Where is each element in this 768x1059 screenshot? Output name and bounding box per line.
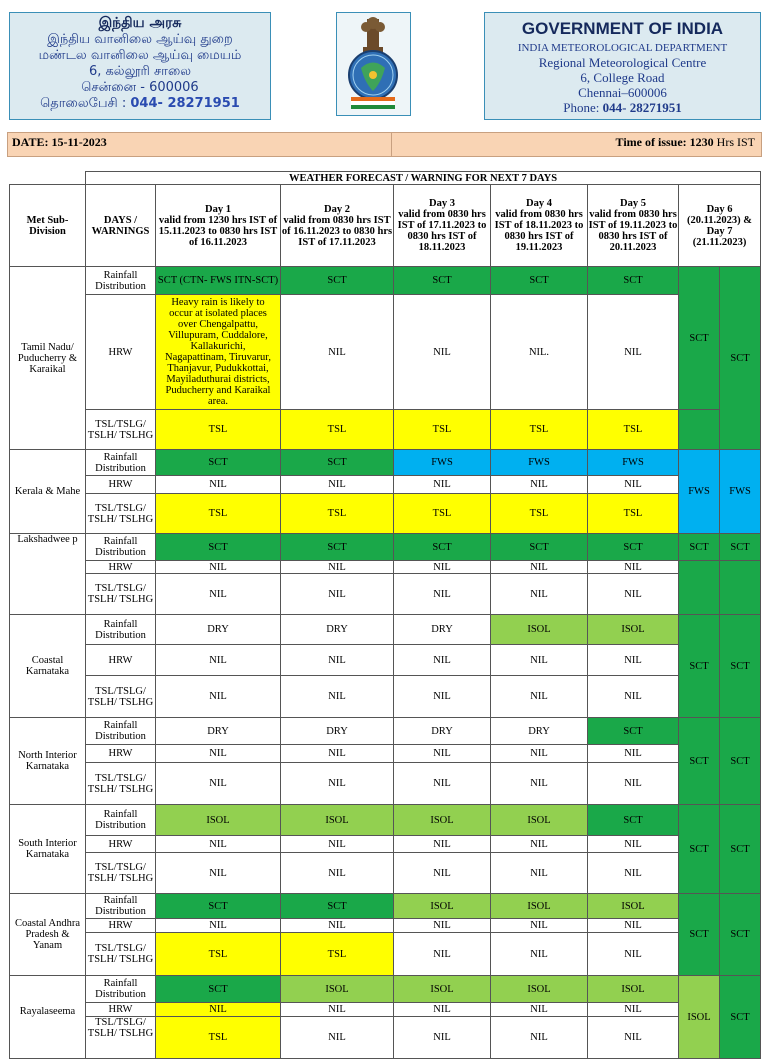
forecast-cell: SCT	[394, 534, 491, 561]
forecast-cell: SCT	[588, 534, 679, 561]
forecast-cell: NIL	[281, 676, 394, 718]
day-header: Day 3 valid from 0830 hrs IST of 17.11.2023 to 0830 hrs IST of 18.11.2023	[394, 185, 491, 267]
forecast-cell: ISOL	[491, 894, 588, 919]
forecast-cell: TSL	[156, 494, 281, 534]
forecast-cell: NIL	[281, 745, 394, 763]
row-label: TSL/TSLG/ TSLH/ TSLHG	[86, 494, 156, 534]
row-label: HRW	[86, 561, 156, 574]
row-label: HRW	[86, 476, 156, 494]
forecast-cell: NIL	[491, 853, 588, 894]
row-label: Rainfall Distribution	[86, 615, 156, 645]
forecast-cell: ISOL	[394, 805, 491, 836]
forecast-cell: ISOL	[281, 976, 394, 1003]
dept-name: INDIA METEOROLOGICAL DEPARTMENT	[517, 42, 728, 54]
address-line: Regional Meteorological Centre	[538, 55, 707, 70]
row-label: HRW	[86, 295, 156, 410]
phone-line: Phone: 044- 28271951	[563, 100, 682, 115]
col-subdiv-header: Met Sub-Division	[10, 185, 86, 267]
forecast-cell: NIL	[156, 1003, 281, 1017]
forecast-cell: SCT	[281, 894, 394, 919]
forecast-cell: SCT	[491, 534, 588, 561]
forecast-cell: NIL	[394, 676, 491, 718]
col-days-header: DAYS / WARNINGS	[86, 185, 156, 267]
tamil-line: மண்டல வானிலை ஆய்வு மையம்	[38, 48, 242, 63]
row-label: TSL/TSLG/ TSLH/ TSLHG	[86, 933, 156, 976]
forecast-cell: SCT	[491, 267, 588, 295]
tamil-phone: தொலைபேசி : 044- 28271951	[40, 96, 240, 111]
forecast-cell: SCT	[679, 805, 720, 894]
row-label: Rainfall Distribution	[86, 718, 156, 745]
forecast-cell: NIL	[491, 933, 588, 976]
forecast-cell: ISOL	[588, 615, 679, 645]
forecast-cell: SCT	[156, 976, 281, 1003]
forecast-cell: ISOL	[679, 976, 720, 1059]
forecast-cell: DRY	[156, 718, 281, 745]
forecast-cell: NIL	[394, 645, 491, 676]
forecast-cell: SCT	[281, 534, 394, 561]
subdiv-name: Coastal Karnataka	[10, 615, 86, 718]
forecast-cell: SCT	[720, 615, 761, 718]
subdiv-name: South Interior Karnataka	[10, 805, 86, 894]
forecast-cell: NIL	[281, 853, 394, 894]
forecast-cell: ISOL	[491, 976, 588, 1003]
forecast-cell: SCT	[156, 894, 281, 919]
row-label: TSL/TSLG/ TSLH/ TSLHG	[86, 574, 156, 615]
forecast-cell: NIL	[394, 1017, 491, 1059]
forecast-cell: SCT	[679, 534, 720, 561]
forecast-cell: NIL	[588, 476, 679, 494]
forecast-cell: ISOL	[491, 805, 588, 836]
forecast-cell: NIL	[281, 561, 394, 574]
forecast-cell: NIL	[588, 836, 679, 853]
forecast-cell: NIL	[588, 745, 679, 763]
forecast-cell: SCT	[588, 805, 679, 836]
forecast-cell: SCT	[394, 267, 491, 295]
forecast-cell: NIL	[491, 745, 588, 763]
forecast-cell: ISOL	[281, 805, 394, 836]
forecast-cell: FWS	[720, 450, 761, 534]
forecast-cell: SCT	[588, 267, 679, 295]
tamil-line: சென்னை - 600006	[81, 80, 199, 95]
forecast-cell: DRY	[156, 615, 281, 645]
forecast-cell: NIL	[394, 853, 491, 894]
forecast-cell: ISOL	[491, 615, 588, 645]
forecast-cell: NIL	[156, 836, 281, 853]
forecast-cell: SCT	[720, 894, 761, 976]
forecast-cell: NIL	[281, 645, 394, 676]
forecast-cell: NIL	[491, 676, 588, 718]
tamil-header-box	[9, 12, 271, 120]
forecast-cell: NIL	[281, 295, 394, 410]
forecast-cell: ISOL	[156, 805, 281, 836]
forecast-cell: NIL	[394, 561, 491, 574]
forecast-cell: NIL	[491, 574, 588, 615]
forecast-cell: TSL	[394, 494, 491, 534]
forecast-cell: TSL	[156, 1017, 281, 1059]
address-line: 6, College Road	[580, 70, 665, 85]
day-header: Day 5 valid from 0830 hrs IST of 19.11.2023 to 0830 hrs IST of 20.11.2023	[588, 185, 679, 267]
forecast-cell: NIL	[281, 763, 394, 805]
forecast-cell: NIL	[394, 1003, 491, 1017]
tamil-govt-title: இந்திய அரசு	[98, 15, 182, 31]
forecast-cell: DRY	[394, 615, 491, 645]
forecast-cell: NIL	[281, 836, 394, 853]
forecast-cell: NIL	[281, 574, 394, 615]
row-label: Rainfall Distribution	[86, 976, 156, 1003]
forecast-cell: ISOL	[394, 976, 491, 1003]
row-label: TSL/TSLG/ TSLH/ TSLHG	[86, 1017, 156, 1059]
row-label: Rainfall Distribution	[86, 894, 156, 919]
subdiv-name: Lakshadwee p	[10, 534, 86, 615]
forecast-cell: SCT	[720, 267, 761, 450]
forecast-cell: NIL	[156, 645, 281, 676]
forecast-cell: SCT (CTN- FWS ITN-SCT)	[156, 267, 281, 295]
forecast-cell: NIL	[588, 853, 679, 894]
forecast-cell: TSL	[281, 494, 394, 534]
forecast-cell: SCT	[720, 534, 761, 561]
forecast-cell: FWS	[394, 450, 491, 476]
forecast-cell: NIL	[156, 676, 281, 718]
forecast-cell: DRY	[491, 718, 588, 745]
subdiv-name: Kerala & Mahe	[10, 450, 86, 534]
day67-header: Day 6 (20.11.2023) & Day 7 (21.11.2023)	[679, 185, 761, 267]
forecast-cell: NIL	[588, 763, 679, 805]
forecast-cell: NIL	[491, 476, 588, 494]
day-header: Day 1 valid from 1230 hrs IST of 15.11.2023 to 0830 hrs IST of 16.11.2023	[156, 185, 281, 267]
forecast-cell: NIL	[588, 919, 679, 933]
subdiv-name: Rayalaseema	[10, 976, 86, 1059]
forecast-cell: NIL	[491, 919, 588, 933]
forecast-cell: NIL	[281, 476, 394, 494]
forecast-cell: NIL	[491, 1017, 588, 1059]
forecast-cell: SCT	[679, 894, 720, 976]
forecast-cell: TSL	[156, 933, 281, 976]
address-line: Chennai–600006	[578, 85, 667, 100]
row-label: Rainfall Distribution	[86, 534, 156, 561]
forecast-cell: TSL	[281, 410, 394, 450]
row-label: Rainfall Distribution	[86, 450, 156, 476]
forecast-cell: SCT	[679, 267, 720, 410]
forecast-cell: NIL	[156, 763, 281, 805]
forecast-cell: NIL	[281, 919, 394, 933]
forecast-cell: TSL	[281, 933, 394, 976]
row-label: HRW	[86, 1003, 156, 1017]
forecast-cell: NIL	[394, 745, 491, 763]
forecast-cell: ISOL	[394, 894, 491, 919]
forecast-cell: NIL.	[491, 295, 588, 410]
forecast-cell: DRY	[281, 615, 394, 645]
forecast-cell: NIL	[491, 1003, 588, 1017]
day-header: Day 2 valid from 0830 hrs IST of 16.11.2023 to 0830 hrs IST of 17.11.2023	[281, 185, 394, 267]
forecast-cell: NIL	[491, 645, 588, 676]
forecast-cell: NIL	[156, 574, 281, 615]
forecast-cell: NIL	[491, 836, 588, 853]
english-header-box	[484, 12, 761, 120]
forecast-cell: NIL	[491, 763, 588, 805]
forecast-cell: ISOL	[588, 976, 679, 1003]
forecast-cell: NIL	[588, 574, 679, 615]
row-label: Rainfall Distribution	[86, 805, 156, 836]
forecast-cell: NIL	[394, 836, 491, 853]
forecast-cell: TSL	[156, 410, 281, 450]
forecast-cell: NIL	[588, 561, 679, 574]
forecast-cell: FWS	[679, 450, 720, 534]
row-label: TSL/TSLG/ TSLH/ TSLHG	[86, 763, 156, 805]
subdiv-name: North Interior Karnataka	[10, 718, 86, 805]
forecast-cell: FWS	[588, 450, 679, 476]
row-label: HRW	[86, 919, 156, 933]
forecast-cell: SCT	[720, 718, 761, 805]
forecast-cell: SCT	[720, 976, 761, 1059]
table-title: WEATHER FORECAST / WARNING FOR NEXT 7 DAYS	[86, 172, 761, 185]
forecast-cell: FWS	[491, 450, 588, 476]
forecast-cell: NIL	[588, 1017, 679, 1059]
forecast-cell: NIL	[281, 1017, 394, 1059]
forecast-cell: NIL	[394, 295, 491, 410]
row-label: Rainfall Distribution	[86, 267, 156, 295]
forecast-cell: NIL	[156, 853, 281, 894]
forecast-cell: NIL	[394, 919, 491, 933]
forecast-cell: NIL	[156, 476, 281, 494]
row-label: HRW	[86, 745, 156, 763]
forecast-cell: SCT	[679, 615, 720, 718]
forecast-cell: SCT	[156, 450, 281, 476]
forecast-cell: DRY	[394, 718, 491, 745]
forecast-cell: ISOL	[588, 894, 679, 919]
forecast-table	[9, 171, 761, 1059]
forecast-cell: TSL	[394, 410, 491, 450]
national-emblem-logo	[336, 12, 411, 116]
forecast-cell: SCT	[281, 267, 394, 295]
forecast-cell: SCT	[720, 805, 761, 894]
forecast-cell: NIL	[156, 561, 281, 574]
forecast-cell: SCT	[679, 718, 720, 805]
forecast-cell: TSL	[588, 494, 679, 534]
forecast-cell: DRY	[281, 718, 394, 745]
forecast-cell: NIL	[588, 645, 679, 676]
tamil-line: 6, கல்லூரி சாலை	[88, 64, 192, 79]
heavy-rain-warning-cell: Heavy rain is likely to occur at isolated places over Chengalpattu, Villupuram, Cuddalore, Kallakurichi, Nagapattinam, Tiruvarur, Thanjavur, Pudukkottai, Mayiladuthurai districts, Puducherry and Karaikal area.	[156, 295, 281, 410]
forecast-cell: NIL	[588, 1003, 679, 1017]
tamil-line: இந்திய வானிலை ஆய்வு துறை	[47, 32, 233, 47]
forecast-cell: TSL	[491, 494, 588, 534]
row-label: HRW	[86, 836, 156, 853]
forecast-cell: NIL	[394, 574, 491, 615]
row-label: TSL/TSLG/ TSLH/ TSLHG	[86, 676, 156, 718]
forecast-cell: NIL	[588, 295, 679, 410]
forecast-cell: NIL	[156, 745, 281, 763]
forecast-cell: NIL	[394, 476, 491, 494]
forecast-cell: NIL	[394, 933, 491, 976]
issue-date: DATE: 15-11-2023	[12, 135, 107, 149]
subdiv-name: Tamil Nadu/ Puducherry & Karaikal	[10, 267, 86, 450]
row-label: TSL/TSLG/ TSLH/ TSLHG	[86, 410, 156, 450]
govt-title: GOVERNMENT OF INDIA	[521, 19, 724, 38]
row-label: TSL/TSLG/ TSLH/ TSLHG	[86, 853, 156, 894]
forecast-cell: SCT	[588, 718, 679, 745]
subdiv-name: Coastal Andhra Pradesh & Yanam	[10, 894, 86, 976]
forecast-cell: NIL	[156, 919, 281, 933]
row-label: HRW	[86, 645, 156, 676]
forecast-cell: TSL	[491, 410, 588, 450]
forecast-cell: SCT	[156, 534, 281, 561]
day-header: Day 4 valid from 0830 hrs IST of 18.11.2023 to 0830 hrs IST of 19.11.2023	[491, 185, 588, 267]
forecast-cell: NIL	[394, 763, 491, 805]
date-bar	[7, 132, 762, 157]
forecast-cell: TSL	[588, 410, 679, 450]
forecast-cell: NIL	[491, 561, 588, 574]
forecast-cell: NIL	[588, 676, 679, 718]
issue-time: Time of issue: 1230 Hrs IST	[615, 135, 755, 149]
forecast-cell: SCT	[281, 450, 394, 476]
forecast-cell: NIL	[281, 1003, 394, 1017]
forecast-cell: NIL	[588, 933, 679, 976]
